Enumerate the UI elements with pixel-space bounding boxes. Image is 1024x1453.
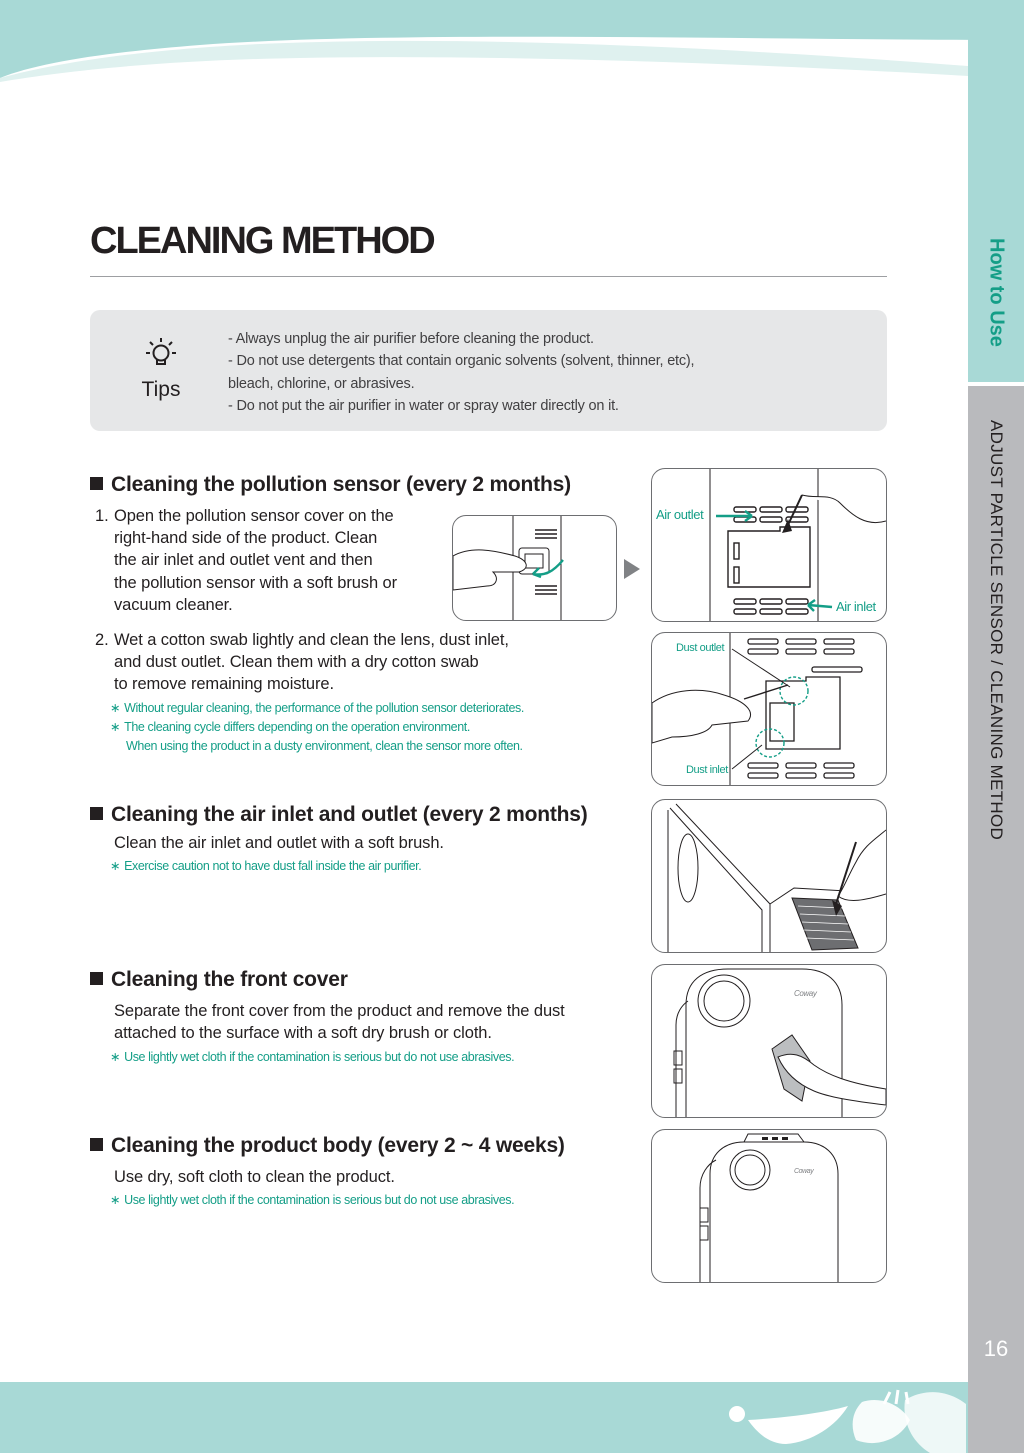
- section-heading-text: Cleaning the product body (every 2 ~ 4 weeks): [111, 1134, 565, 1157]
- step-line: to remove remaining moisture.: [114, 675, 334, 694]
- section-heading-product-body: [90, 1134, 565, 1158]
- brand-mark: Coway: [794, 989, 817, 998]
- note-marker: ∗: [110, 701, 121, 715]
- leaf-decoration-icon: [0, 1382, 968, 1453]
- heading-bullet-icon: [90, 477, 103, 490]
- lightbulb-icon: [138, 332, 184, 378]
- body-line: Separate the front cover from the product and remove the dust: [114, 1002, 565, 1020]
- step-number: 2.: [95, 631, 109, 649]
- sensor-notes: [110, 699, 550, 756]
- note-text: When using the product in a dusty environment, clean the sensor more often.: [126, 739, 523, 753]
- inlet-outlet-note: [110, 857, 550, 876]
- wipe-front-cover-drawing: [652, 965, 886, 1117]
- side-tab-section-label: ADJUST PARTICLE SENSOR / CLEANING METHOD: [987, 420, 1006, 841]
- step-line: right-hand side of the product. Clean: [114, 529, 378, 548]
- section-heading-text: Cleaning the front cover: [111, 968, 348, 991]
- heading-bullet-icon: [90, 807, 103, 820]
- note-text: Exercise caution not to have dust fall inside the air purifier.: [124, 859, 422, 873]
- step-line: and dust outlet. Clean them with a dry cotton swab: [114, 653, 479, 672]
- note-text: Use lightly wet cloth if the contamination is serious but do not use abrasives.: [124, 1193, 515, 1207]
- section-heading-text: Cleaning the air inlet and outlet (every 2 months): [111, 803, 588, 826]
- figure-label-air-outlet: Air outlet: [656, 507, 704, 522]
- dust-inlet-outlet-drawing: [652, 633, 886, 785]
- section-heading-text: Cleaning the pollution sensor (every 2 months): [111, 473, 571, 496]
- section-heading-pollution-sensor: [90, 473, 571, 497]
- note-text: The cleaning cycle differs depending on the operation environment.: [124, 720, 470, 734]
- section-heading-air-inlet-outlet: [90, 803, 588, 827]
- note-marker: ∗: [110, 1050, 121, 1064]
- figure-label-dust-inlet: Dust inlet: [686, 764, 728, 776]
- illustration-brush-air-inlet: [651, 799, 887, 953]
- page-title: CLEANING METHOD: [90, 220, 434, 262]
- step-line: Wet a cotton swab lightly and clean the lens, dust inlet,: [114, 631, 509, 649]
- note-text: Use lightly wet cloth if the contamination is serious but do not use abrasives.: [124, 1050, 515, 1064]
- note-marker: ∗: [110, 859, 121, 873]
- tips-box: [90, 310, 887, 431]
- heading-bullet-icon: [90, 1138, 103, 1151]
- step-number: 1.: [95, 507, 109, 525]
- step-line: Open the pollution sensor cover on the: [114, 507, 394, 525]
- page-number: 16: [983, 1336, 1009, 1361]
- brush-air-inlet-drawing: [652, 800, 886, 952]
- next-step-arrow-icon: [624, 559, 640, 579]
- tip-item-continuation: bleach, chlorine, or abrasives.: [228, 375, 415, 392]
- heading-bullet-icon: [90, 972, 103, 985]
- step-line: the pollution sensor with a soft brush or: [114, 573, 397, 592]
- note-text: Without regular cleaning, the performance of the pollution sensor deteriorates.: [124, 701, 524, 715]
- step-line: vacuum cleaner.: [114, 595, 233, 614]
- side-tab-active-label: How to Use: [985, 238, 1008, 347]
- illustration-product-body: [651, 1129, 887, 1283]
- illustration-dust-inlet-outlet: [651, 632, 887, 786]
- illustration-air-outlet-inlet: [651, 468, 887, 622]
- figure-label-air-inlet: Air inlet: [836, 599, 876, 614]
- illustration-open-sensor-cover: [452, 515, 617, 621]
- sensor-step-2: [95, 629, 545, 696]
- front-cover-note: [110, 1048, 570, 1067]
- product-body-text: Use dry, soft cloth to clean the product.: [114, 1168, 395, 1186]
- side-tab-section[interactable]: [968, 386, 1024, 1453]
- section-heading-front-cover: [90, 968, 348, 992]
- front-cover-body: [114, 1000, 594, 1044]
- tips-list: [228, 328, 694, 417]
- body-line: attached to the surface with a soft dry brush or cloth.: [114, 1024, 492, 1043]
- side-tab-how-to-use[interactable]: [968, 0, 1024, 382]
- tip-item: - Do not put the air purifier in water or spray water directly on it.: [228, 397, 619, 414]
- bottom-band-decoration: [0, 1382, 968, 1453]
- tip-item: - Always unplug the air purifier before cleaning the product.: [228, 331, 594, 347]
- figure-label-dust-outlet: Dust outlet: [676, 642, 725, 654]
- note-marker: ∗: [110, 1193, 121, 1207]
- title-divider: [90, 276, 887, 277]
- open-sensor-cover-drawing: [453, 516, 616, 620]
- tips-label: Tips: [141, 378, 181, 401]
- step-line: the air inlet and outlet vent and then: [114, 551, 373, 570]
- illustration-wipe-front-cover: [651, 964, 887, 1118]
- sensor-step-1: [95, 505, 435, 616]
- product-body-drawing: [652, 1130, 886, 1282]
- top-wave-decoration: [0, 0, 1024, 90]
- brand-mark: Coway: [794, 1168, 814, 1175]
- note-marker: ∗: [110, 720, 121, 734]
- inlet-outlet-body: Clean the air inlet and outlet with a soft brush.: [114, 834, 444, 852]
- tip-item: - Do not use detergents that contain organic solvents (solvent, thinner, etc),: [228, 353, 695, 370]
- product-body-note: [110, 1191, 570, 1210]
